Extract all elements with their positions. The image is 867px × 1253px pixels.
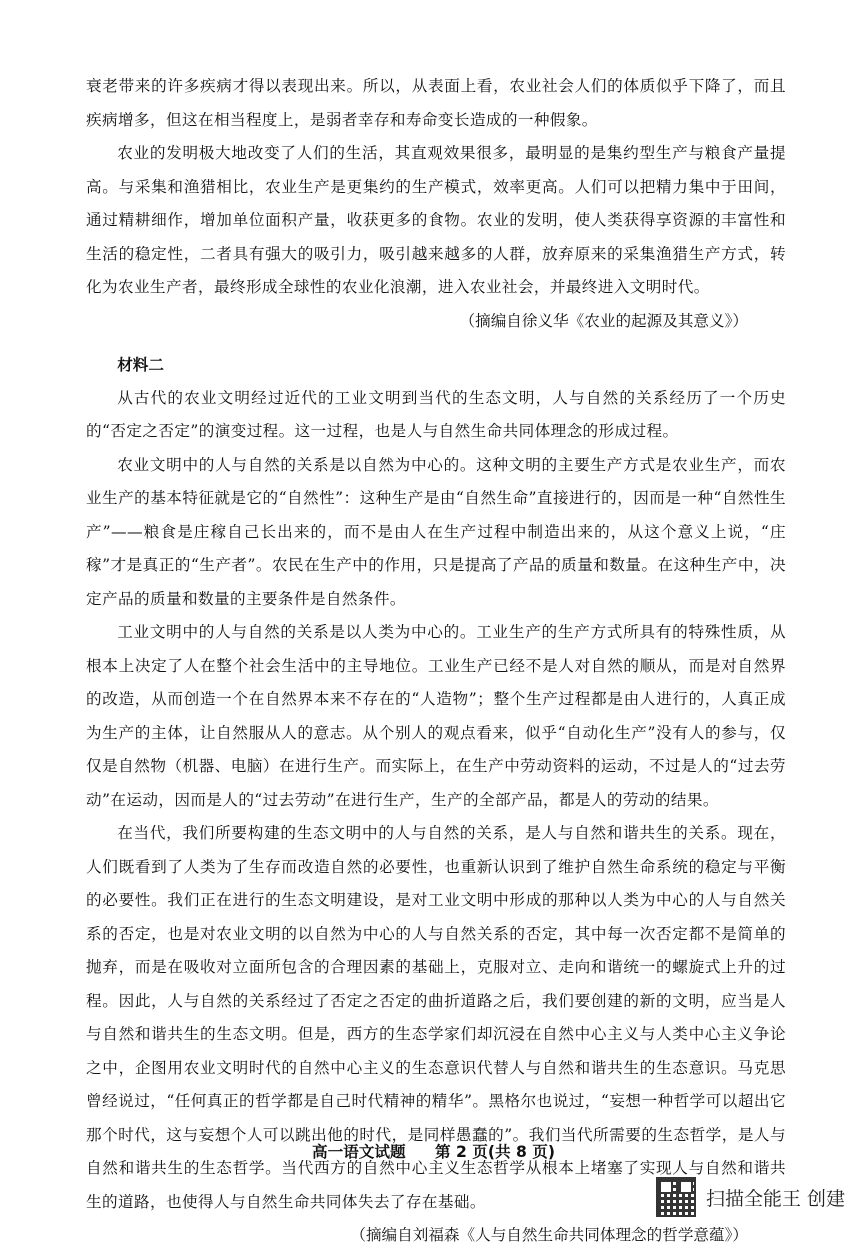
scanner-watermark (656, 1177, 845, 1217)
section-title-material-2: 材料二 (117, 355, 164, 374)
paragraph-3: 从古代的农业文明经过近代的工业文明到当代的生态文明，人与自然的关系经历了一个历史的“否定之否定”的演变过程。这一过程，也是人与自然生命共同体理念的形成过程。 (86, 388, 786, 440)
paragraph-2: 农业的发明极大地改变了人们的生活，其直观效果很多，最明显的是集约型生产与粮食产量提高。与采集和渔猎相比，农业生产是更集约的生产模式，效率更高。人们可以把精力集中于田间，通过精耕细作，增加单位面积产量，收获更多的食物。农业的发明，使人类获得享资源的丰富性和生活的稳定性，二者具有强大的吸引力，吸引越来越多的人群，放弃原来的采集渔猎生产方式，转化为农业生产者，最终形成全球性的农业化浪潮，进入农业社会，并最终进入文明时代。 (86, 144, 786, 296)
paragraph-1: 衰老带来的许多疾病才得以表现出来。所以，从表面上看，农业社会人们的体质似乎下降了，而且疾病增多，但这在相当程度上，是弱者幸存和寿命变长造成的一种假象。 (86, 77, 786, 129)
qr-code-icon (656, 1177, 696, 1217)
exam-title: 高一语文试题 (311, 1143, 406, 1161)
source-citation-1: （摘编自徐义华《农业的起源及其意义》） (459, 311, 748, 330)
watermark-text: 扫描全能王 创建 (705, 1187, 845, 1210)
paragraph-4: 农业文明中的人与自然的关系是以自然为中心的。这种文明的主要生产方式是农业生产，而农业生产的基本特征就是它的“自然性”：这种生产是由“自然生命”直接进行的，因而是一种“自然性生产”——粮食是庄稼自己长出来的，而不是由人在生产过程中制造出来的，从这个意义上说，“庄稼”才是真正的“生产者”。农民在生产中的作用，只是提高了产品的质量和数量。在这种生产中，决定产品的质量和数量的主要条件是自然条件。 (86, 455, 786, 608)
page-footer (0, 1140, 867, 1162)
page-number: 第 2 页(共 8 页) (434, 1143, 556, 1161)
paragraph-6: 在当代，我们所要构建的生态文明中的人与自然的关系，是人与自然和谐共生的关系。现在，人们既看到了人类为了生存而改造自然的必要性，也重新认识到了维护自然生命系统的稳定与平衡的必要性。我们正在进行的生态文明建设，是对工业文明中形成的那种以人类为中心的人与自然关系的否定，也是对农业文明的以自然为中心的人与自然关系的否定，其中每一次否定都不是简单的抛弃，而是在吸收对立面所包含的合理因素的基础上，克服对立、走向和谐统一的螺旋式上升的过程。因此，人与自然的关系经过了否定之否定的曲折道路之后，我们要创建的新的文明，应当是人与自然和谐共生的生态文明。但是，西方的生态学家们却沉浸在自然中心主义与人类中心主义争论之中，企图用农业文明时代的自然中心主义的生态意识代替人与自然和谐共生的生态意识。马克思曾经说过，“任何真正的哲学都是自己时代精神的精华”。黑格尔也说过，“妄想一种哲学可以超出它那个时代，这与妄想个人可以跳出他的时代，是同样愚蠢的”。我们当代所需要的生态哲学，是人与自然和谐共生的生态哲学。当代西方的自然中心主义生态哲学从根本上堵塞了实现人与自然和谐共生的道路，也使得人与自然生命共同体失去了存在基础。 (86, 824, 786, 1211)
paragraph-5: 工业文明中的人与自然的关系是以人类为中心的。工业生产的生产方式所具有的特殊性质，从根本上决定了人在整个社会生活中的主导地位。工业生产已经不是人对自然的顺从，而是对自然界的改造，从而创造一个在自然界本来不存在的“人造物”；整个生产过程都是由人进行的，人真正成为生产的主体，让自然服从人的意志。从个别人的观点看来，似乎“自动化生产”没有人的参与，仅仅是自然物（机器、电脑）在进行生产。而实际上，在生产中劳动资料的运动，不过是人的“过去劳动”在运动，因而是人的“过去劳动”在进行生产，生产的全部产品，都是人的劳动的结果。 (86, 623, 786, 809)
source-citation-2: （摘编自刘福森《人与自然生命共同体理念的哲学意蕴》） (350, 1226, 748, 1244)
document-page (86, 70, 786, 1253)
